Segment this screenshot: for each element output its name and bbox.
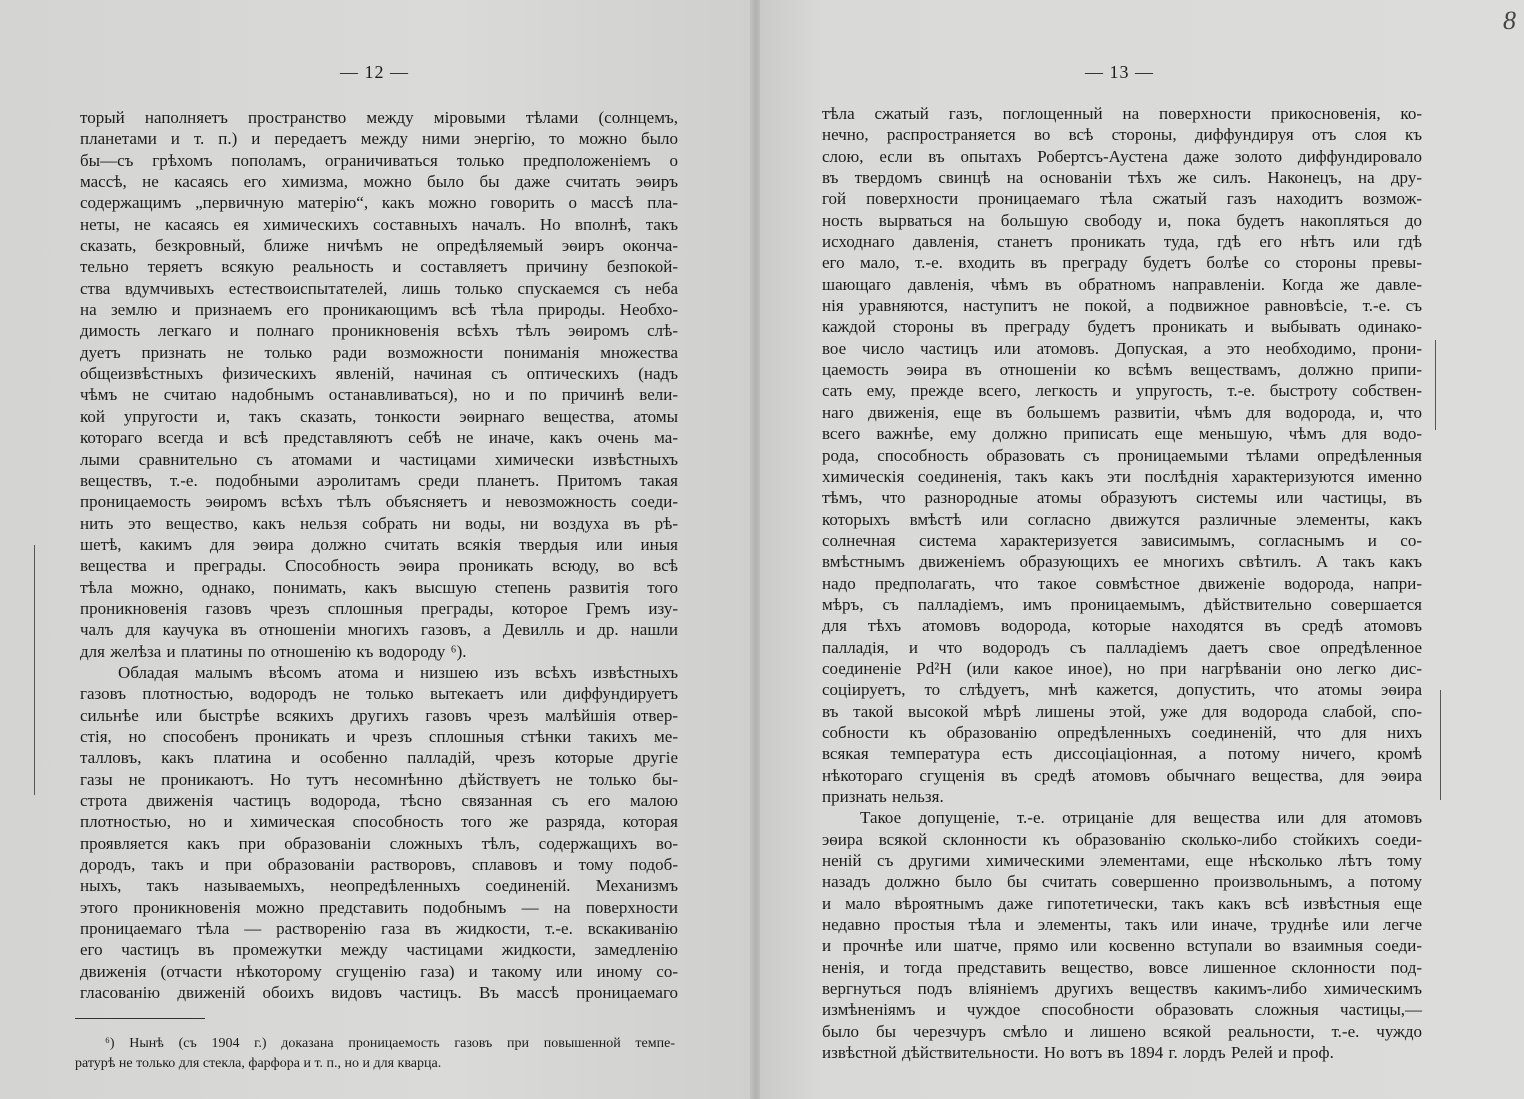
footnote-divider <box>75 1018 205 1019</box>
margin-pencil-mark <box>34 545 35 795</box>
text-line: массѣ, не касаясь его химизма, можно было бы даже считать эѳиръ <box>80 172 678 192</box>
margin-pencil-mark <box>1440 690 1441 800</box>
text-line: извѣстной дѣйствительности. Но вотъ въ 1894 г. лордъ Релей и проф. <box>822 1043 1334 1063</box>
text-line: котораго всегда и всѣ представляютъ себѣ не иначе, какъ очень ма- <box>80 428 678 448</box>
text-line: которыхъ вмѣстѣ или согласно движутся различные элементы, какъ <box>822 509 1422 529</box>
text-line: его мало, т.-е. входить въ преграду будетъ болѣе со стороны превы- <box>822 253 1422 273</box>
text-line: недавно простыя тѣла и элементы, такъ или иначе, труднѣе или легче <box>822 915 1422 935</box>
text-line: плотностью, но и химическая способность того же разряда, которая <box>80 812 678 832</box>
text-line: проявляется какъ при образованіи сложныхъ тѣлъ, содержащихъ во- <box>80 833 678 853</box>
text-line: газовъ плотностью, водородъ не только вытекаетъ или диффундируетъ <box>80 684 678 704</box>
text-line: Такое допущеніе, т.-е. отрицаніе для вещества или для атомовъ <box>860 808 1422 828</box>
text-line: въ твердомъ свинцѣ на основаніи тѣхъ же силъ. Наконецъ, на дру- <box>822 168 1422 188</box>
text-line: мѣръ, съ палладіемъ, имъ проницаемымъ, дѣйствительно совершается <box>822 594 1422 614</box>
margin-pencil-mark <box>1435 340 1436 430</box>
text-line: талловъ, какъ платина и особенно палладій, чрезъ которые другіе <box>80 748 678 768</box>
handwritten-folio-number: 8 <box>1503 6 1516 35</box>
right-page-text <box>822 103 1422 1063</box>
text-line: гласованію движеній обоихъ видовъ частицъ. Въ массѣ проницаемаго <box>80 983 678 1003</box>
text-line: и прочнѣе или шатче, прямо или косвенно вступали во взаимныя соеди- <box>822 936 1422 956</box>
text-line: проницаемаго тѣла — растворенію газа въ жидкости, т.-е. вскакиванію <box>80 919 678 939</box>
text-line: каждой стороны въ преграду будетъ проникать и выбывать одинако- <box>822 317 1422 337</box>
text-line: веществъ, т.-е. подобными аэролитамъ среди планетъ. Притомъ такая <box>80 470 678 490</box>
text-line: было бы черезчуръ смѣло и лишено всякой реальности, т.-е. чуждо <box>822 1021 1422 1041</box>
footnote-line: ратурѣ не только для стекла, фарфора и т. п., но и для кварца. <box>75 1056 442 1071</box>
text-line: планетами и т. п.) и передаетъ между ними энергію, то можно было <box>80 129 678 149</box>
text-line: шетѣ, какимъ для эѳира должно считать всякія твердыя или иныя <box>80 534 678 554</box>
text-line: вое число частицъ или атомовъ. Допуская, а это необходимо, прони- <box>822 338 1422 358</box>
text-line: сказать, безкровный, ближе ничѣмъ не опредѣляемый эѳиръ оконча- <box>80 236 678 256</box>
text-line: движенія (отчасти нѣкоторому сгущенію газа) и такому или иному со- <box>80 961 678 981</box>
text-line: на землю и признаемъ его проникающимъ всѣ тѣла природы. Необхо- <box>80 300 678 320</box>
text-line: цаемость эѳира въ отношеніи ко всѣмъ веществамъ, должно припи- <box>822 360 1422 380</box>
text-line: нія уравняются, наступитъ не покой, а подвижное равновѣсіе, т.-е. съ <box>822 296 1422 316</box>
text-line: солнечная система характеризуется зависимымъ, согласнымъ и со- <box>822 530 1422 550</box>
text-line: нѣкотораго сгущенія въ средѣ атомовъ обычнаго вещества, для эѳира <box>822 765 1422 785</box>
text-line: торый наполняетъ пространство между міровыми тѣлами (солнцемъ, <box>80 108 678 127</box>
text-line: стія, но способенъ проникать и чрезъ сплошныя стѣнки такихъ ме- <box>80 726 678 746</box>
page-number: — 13 — <box>1085 62 1154 82</box>
text-line: шающаго давленія, чѣмъ въ обратномъ направленіи. Когда же давле- <box>822 274 1422 294</box>
text-line: дуетъ признать не только ради возможности пониманія множества <box>80 342 678 362</box>
text-line: ность вырваться на большую свободу и, пока будетъ накопляться до <box>822 210 1422 230</box>
text-line: всего важнѣе, ему должно приписать еще меньшую, чѣмъ для водо- <box>822 424 1422 444</box>
text-line: ства вдумчивыхъ естествоиспытателей, лишь только спускаемся съ неба <box>80 278 678 298</box>
left-page-text <box>80 107 678 1003</box>
text-line: сильнѣе или быстрѣе всякихъ другихъ газовъ чрезъ малѣйшія отвер- <box>80 705 678 725</box>
text-line: газы не проникаютъ. Но тутъ несомнѣнно дѣйствуетъ не только бы- <box>80 769 678 789</box>
text-line: лыми сравнительно съ атомами и частицами химически извѣстныхъ <box>80 449 678 469</box>
text-line: бы—съ грѣхомъ пополамъ, ограничиваться только предположеніемъ о <box>80 150 678 170</box>
text-line: въ такой высокой мѣрѣ лишены этой, уже для водорода слабой, спо- <box>822 701 1422 721</box>
text-line: проницаемость эѳиромъ всѣхъ тѣлъ объясняетъ и невозможность соеди- <box>80 492 678 512</box>
text-line: нечно, распространяется во всѣ стороны, диффундируя отъ слоя къ <box>822 125 1422 145</box>
text-line: надо предполагать, что такое совмѣстное движеніе водорода, напри- <box>822 573 1422 593</box>
text-line: назадъ должно было бы считать совершенно произвольнымъ, а потому <box>822 872 1422 892</box>
text-line: проникновенія газовъ чрезъ сплошныя преграды, которое Гремъ изу- <box>80 598 678 618</box>
text-line: тѣла можно, однако, понимать, какъ высшую степень развитія того <box>80 577 678 597</box>
text-line: всякая температура есть диссоціаціонная, а потому ничего, кромѣ <box>822 744 1422 764</box>
text-line: чалъ для каучука въ отношеніи многихъ газовъ, а Девилль и др. нашли <box>80 620 678 640</box>
text-line: химическія соединенія, такъ какъ эти послѣднія характеризуются именно <box>822 466 1422 486</box>
text-line: собности къ образованію опредѣленныхъ соединеній, что для нихъ <box>822 722 1422 742</box>
text-line: и мало вѣроятнымъ даже гипотетически, такъ какъ всѣ извѣстныя еще <box>822 893 1422 913</box>
text-line: признать нельзя. <box>822 787 944 806</box>
text-line: рода, способность образовать съ проницаемыми тѣлами опредѣленныя <box>822 445 1422 465</box>
right-page <box>760 0 1524 1099</box>
text-line: вещества и преграды. Способность эѳира проникать всюду, во всѣ <box>80 556 678 576</box>
text-line: наго движенія, еще въ большемъ развитіи, чѣмъ для водорода, и, что <box>822 402 1422 422</box>
text-line: содержащимъ „первичную матерію“, какъ можно говорить о массѣ пла- <box>80 193 678 213</box>
text-line: Обладая малымъ вѣсомъ атома и низшею изъ всѣхъ извѣстныхъ <box>118 662 678 682</box>
text-line: общеизвѣстныхъ физическихъ явленій, начиная съ оптическихъ (надъ <box>80 364 678 384</box>
text-line: тѣмъ, что разнородные атомы образуютъ системы или частицы, въ <box>822 488 1422 508</box>
text-line: эѳира всякой склонности къ образованію сколько-либо стойкихъ соеди- <box>822 829 1422 849</box>
text-line: тѣла сжатый газъ, поглощенный на поверхности прикосновенія, ко- <box>822 104 1422 123</box>
text-line: ненія, и тогда представить вещество, вовсе лишенное склонности под- <box>822 957 1422 977</box>
text-line: вергнуться подъ вліяніемъ другихъ веществъ какимъ-либо химическимъ <box>822 979 1422 999</box>
text-line: чѣмъ не считаю надобнымъ останавливаться), но и по причинѣ вели- <box>80 385 678 405</box>
text-line: палладія, и что водородъ съ палладіемъ даетъ свое опредѣленное <box>822 637 1422 657</box>
text-line: для тѣхъ атомовъ водорода, которые находятся въ средѣ атомовъ <box>822 616 1422 636</box>
left-page <box>0 0 752 1099</box>
text-line: соединеніе Pd²H (или какое иное), но при нагрѣваніи оно легко дис- <box>822 658 1422 678</box>
text-line: кой упругости и, такъ сказать, тонкости эѳирнаго вещества, атомы <box>80 406 678 426</box>
text-line: этого проникновенія можно представить подобнымъ — на поверхности <box>80 897 678 917</box>
text-line: исходнаго давленія, станетъ проникать туда, гдѣ его нѣтъ или гдѣ <box>822 232 1422 252</box>
text-line: тельно теряетъ всякую реальность и составляетъ причину безпокой- <box>80 257 678 277</box>
text-line: соціируетъ, то слѣдуетъ, мнѣ кажется, допустить, что атомы эѳира <box>822 680 1422 700</box>
text-line: слою, если въ опытахъ Робертсъ-Аустена даже золото диффундировало <box>822 146 1422 166</box>
text-line: сать ему, прежде всего, легкость и упругость, т.-е. быстроту собствен- <box>822 381 1422 401</box>
text-line: ныхъ, такъ называемыхъ, неопредѣленныхъ соединеній. Механизмъ <box>80 876 678 896</box>
text-line: неній съ другими химическими элементами, еще нѣсколько лѣтъ тому <box>822 851 1422 871</box>
text-line: его частицъ въ промежутки между частицами жидкости, замедленію <box>80 940 678 960</box>
text-line: неты, не касаясь ея химическихъ составныхъ началъ. Но вполнѣ, такъ <box>80 214 678 234</box>
text-line: нить это вещество, какъ нельзя собрать ни воды, ни воздуха въ рѣ- <box>80 513 678 533</box>
text-line: вмѣстнымъ движеніемъ образующихъ ее многихъ свѣтилъ. А такъ какъ <box>822 552 1422 572</box>
text-line: измѣненіямъ и чуждое способности образовать сложныя частицы,— <box>822 1000 1422 1020</box>
footnote-line: ⁶) Нынѣ (съ 1904 г.) доказана проницаемость газовъ при повышенной темпе- <box>105 1036 675 1051</box>
text-line: гой поверхности проницаемаго тѣла сжатый газъ находитъ возмож- <box>822 189 1422 209</box>
footnote <box>75 1034 675 1074</box>
text-line: дородъ, такъ и при образованіи растворовъ, сплавовъ и тому подоб- <box>80 855 678 875</box>
text-line: димость легкаго и полнаго проникновенія всѣхъ тѣлъ эѳиромъ слѣ- <box>80 321 678 341</box>
text-line: для желѣза и платины по отношенію къ водороду ⁶). <box>80 641 467 661</box>
page-number: — 12 — <box>340 62 409 82</box>
text-line: строта движенія частицъ водорода, тѣсно связанная съ его малою <box>80 791 678 810</box>
